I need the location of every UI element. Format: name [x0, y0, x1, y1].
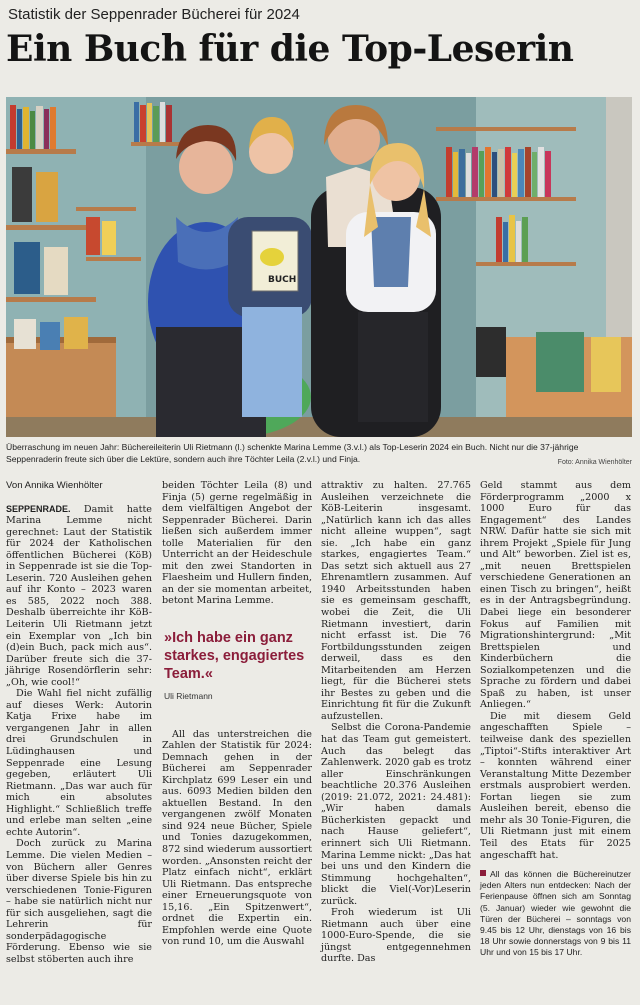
dateline: SEPPENRADE.: [6, 503, 71, 514]
paragraph: Selbst die Corona-Pandemie hat das Team gut gemeistert. Auch das belegt das Zahlenwerk. 2020 gab es trotz aller Einschränkungen beachtliche 20.376 Ausleihen (2019: 21.072, 2021: 24.481): „Wir haben damals Bücherkisten gepackt und nach Hause geliefert“, erinnert sich Uli Rietmann. Marina Lemme nickt: „Das hat bei uns und den Kindern die Stimmung hochgehalten“, blickt die Viel(-Vor)Leserin zurück.: [321, 722, 471, 907]
photo-credit: Foto: Annika Wienhölter: [557, 459, 632, 466]
article-column-2: [162, 480, 312, 948]
pull-quote: »Ich habe ein ganz starkes, engagiertes Team.«: [164, 630, 305, 683]
bullet-square-icon: [480, 870, 486, 876]
paragraph: beiden Töchter Leila (8) und Finja (5) gerne regelmäßig in dem vielfältigen Angebot der Seppenrader Bücherei. Darin ließen sich außerdem immer tolle Materialien für den Unterricht an der Heideschule mit den zwei Standorten in Flaesheim und Hullern finden, an der sie momentan arbeitet, betont Marina Lemme.: [162, 480, 312, 607]
paragraph: Damit hatte Marina Lemme nicht gerechnet: Laut der Statistik für 2024 der Katholischen öffentlichen Bücherei (KöB) in Seppenrade ist sie die Top-Leserin. 720 Ausleihen gehen auf ihr Konto – 2023 waren es 585, 2022 noch 388. Deshalb überreichte ihr KöB-Leiterin Uli Rietmann jetzt ein Exemplar von „Ich bin (d)ein Buch, pack mich aus“. Darüber freute sich die 37-jährige Rosendörflerin sehr: „Oh, wie cool!“: [6, 503, 152, 688]
paragraph: Die mit diesem Geld angeschafften Spiele – teilweise dank des speziellen „Tiptoi“-Stifts interaktiver Art – konnten während einer Veranstaltung Mitte Dezember erstmals ausprobiert werden. Fortan liegen sie zum Ausleihen bereit, ebenso die mehr als 30 Tonie-Figuren, die Uli Rietmann just mit einem Teil des Etats für 2025 angeschafft hat.: [480, 710, 631, 861]
info-box: [480, 869, 631, 959]
article-photo: [6, 97, 632, 437]
article-headline: Ein Buch für die Top-Leserin: [6, 28, 574, 70]
article-column-4: [480, 480, 631, 959]
article-column-1: [6, 480, 152, 965]
paragraph: attraktiv zu halten. 27.765 Ausleihen verzeichnete die KöB-Leiterin insgesamt. „Natürlich kann ich das alles nicht alleine wuppen“, sagt sie. „Ich habe ein ganz starkes, engagiertes Team.“ Das setzt sich aktuell aus 27 Ehrenamtlern zusammen. Auf 1940 Arbeitsstunden haben sie es gemeinsam geschafft, wobei die Zeit, die Uli Rietmann investiert, darin nicht erfasst ist. Die 76 Fortbildungsstunden zeigen derweil, dass es den Mitarbeitenden am Herzen liegt, für die Bücherei stets ihr Bestes zu geben und die Einrichtung fit für die Zukunft aufzustellen.: [321, 480, 471, 722]
paragraph: Froh wiederum ist Uli Rietmann auch über eine 1000-Euro-Spende, die sie jüngst entgegennehmen durfte. Das: [321, 907, 471, 965]
photo-caption: Überraschung im neuen Jahr: Büchereileiterin Uli Rietmann (l.) schenkte Marina Lemme (3.v.l.) als Top-Leserin 2024 ein Buch. Nicht nur die 37-jährige Seppenraderin freute sich über die Lektüre, sondern auch ihre Töchter Leila (2.v.l.) und Finja.: [6, 442, 579, 464]
info-box-text: All das können die Büchereinutzer jeden Alters nun entdecken: Nach der Ferienpause öffnen sich am Sonntag (5. Januar) wieder wie gewohnt die Türen der Bücherei – sonntags von 9.45 bis 12 Uhr, dienstags von 16 bis 18 Uhr sowie donnerstags von 9 bis 11 Uhr und von 15 bis 17 Uhr.: [480, 869, 631, 958]
paragraph: Doch zurück zu Marina Lemme. Die vielen Medien – von Büchern aller Genres über diverse Spiele bis hin zu verschiedenen Tonie-Figuren – habe sie natürlich nicht nur für sich ausgeliehen, sagt die Lehrerin für sonderpädagogische Förderung. Ebenso wie sie selbst stöberten auch ihre: [6, 838, 152, 965]
pull-quote-source: Uli Rietmann: [164, 691, 213, 702]
article-column-3: [321, 480, 471, 965]
byline: Von Annika Wienhölter: [6, 480, 103, 491]
paragraph: Geld stammt aus dem Förderprogramm „2000 x 1000 Euro für das Engagement“ des Landes NRW. Dafür hatte sie sich mit ihrem Projekt „Spiele für Jung und Alt“ beworben. Ziel ist es, „mit neuen Brettspielen verschiedene Generationen an einen Tisch zu bringen“, heißt es in der Antragsbegründung. Dabei liege ein besonderer Fokus auf Familien mit Migrationshintergrund: „Mit Brettspielen und Kinderbüchern die Sozialkompetenzen und die Sprache zu fördern und dabei Spaß zu haben, ist unser Anliegen.“: [480, 480, 631, 711]
paragraph: All das unterstreichen die Zahlen der Statistik für 2024: Demnach gehen in der Bücherei am Seppenrader Kirchplatz 699 Leser ein und aus. 6093 Medien bilden den aktuellen Bestand. In den vergangenen zwölf Monaten sind 924 neue Bücher, Spiele und Tonies dazugekommen, 872 sind wiederum aussortiert worden. „Ansonsten reicht der Platz einfach nicht“, erklärt Uli Rietmann. Das entspreche einer Erneuerungsquote von 15,16. „Ein Spitzenwert“, ordnet die Expertin ein. Empfohlen werde eine Quote von rund 10, um die Auswahl: [162, 728, 312, 948]
paragraph: Die Wahl fiel nicht zufällig auf dieses Werk: Autorin Katja Frixe habe im vergangenen Jahr in allen drei Grundschulen in Lüdinghausen und Seppenrade eine Lesung gegeben, erläutert Uli Rietmann. „Das war auch für mich ein absolutes Highlight.“ Schließlich treffe und erlebe man selten „eine echte Autorin“.: [6, 688, 152, 838]
photo-book-cover-text: BUCH: [268, 275, 297, 285]
article-kicker: Statistik der Seppenrader Bücherei für 2024: [8, 6, 300, 23]
